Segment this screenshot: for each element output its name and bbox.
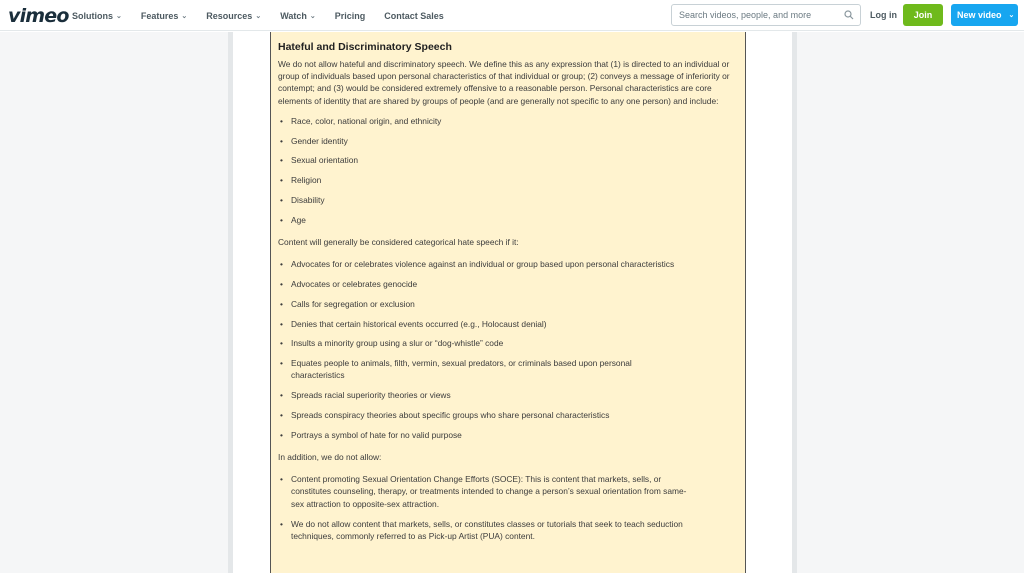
- list-item: • Spreads racial superiority theories or views: [278, 389, 738, 401]
- login-link[interactable]: Log in: [870, 10, 897, 20]
- column-border-right: [792, 32, 797, 573]
- main-nav: [72, 0, 463, 31]
- join-button[interactable]: Join: [903, 4, 943, 26]
- nav-pricing[interactable]: [335, 11, 366, 21]
- chevron-down-icon: ⌄: [1008, 12, 1015, 19]
- nav-solutions[interactable]: [72, 11, 122, 21]
- intro-paragraph: We do not allow hateful and discriminatory speech. We define this as any expression that (1) is directed to an individual or group of individuals based upon personal characteristics of that individual or group; (2) conveys a message of inferiority or contempt; and (3) would be considered extremely offensive to a reasonable person. Personal characteristics are core elements of identity that are shared by groups of people (and are generally not specific to any one person) and include:: [278, 59, 730, 106]
- search-input[interactable]: [672, 10, 837, 20]
- nav-solutions-label: Solutions: [72, 10, 113, 21]
- vimeo-logo[interactable]: vimeo: [8, 5, 69, 27]
- list-item: • Disability: [278, 194, 738, 206]
- column-border-left: [228, 32, 233, 573]
- nav-watch-label: Watch: [280, 10, 307, 21]
- nav-features-label: Features: [140, 10, 179, 21]
- nav-resources[interactable]: [206, 11, 261, 21]
- list-item: • Age: [278, 214, 738, 226]
- section-title: Hateful and Discriminatory Speech: [278, 41, 452, 53]
- additional-prohibited-list: [278, 473, 738, 542]
- nav-contact-sales-label: Contact Sales: [384, 10, 444, 21]
- chevron-down-icon: ⌄: [181, 12, 188, 20]
- hate-intro-paragraph: Content will generally be considered categorical hate speech if it:: [278, 237, 519, 247]
- list-item: • Denies that certain historical events occurred (e.g., Holocaust denial): [278, 318, 738, 330]
- nav-features[interactable]: [141, 11, 187, 21]
- list-item: • Gender identity: [278, 135, 738, 147]
- list-item: • Advocates for or celebrates violence against an individual or group based upon personal characteristics: [278, 258, 738, 270]
- nav-watch[interactable]: [280, 11, 316, 21]
- list-item: • Race, color, national origin, and ethnicity: [278, 115, 738, 127]
- chevron-down-icon: ⌄: [255, 12, 262, 20]
- new-video-label: New video: [957, 10, 1002, 20]
- list-item: • Portrays a symbol of hate for no valid purpose: [278, 429, 738, 441]
- nav-resources-label: Resources: [206, 10, 253, 21]
- hate-speech-list: [278, 258, 738, 441]
- new-video-button[interactable]: [951, 4, 1018, 26]
- list-item: • Calls for segregation or exclusion: [278, 298, 738, 310]
- list-item: • We do not allow content that markets, sells, or constitutes classes or tutorials that seek to teach seduction techniques, commonly referred to as Pick-up Artist (PUA) content.: [278, 518, 738, 542]
- list-item: • Equates people to animals, filth, vermin, sexual predators, or criminals based upon personal characteristics: [278, 357, 738, 381]
- highlighted-policy-section: [270, 32, 746, 573]
- nav-pricing-label: Pricing: [334, 10, 366, 21]
- addition-intro-paragraph: In addition, we do not allow:: [278, 451, 382, 462]
- chevron-down-icon: ⌄: [116, 12, 122, 20]
- search-box: [671, 4, 861, 26]
- chevron-down-icon: ⌄: [309, 12, 316, 20]
- list-item: • Advocates or celebrates genocide: [278, 278, 738, 290]
- list-item: • Insults a minority group using a slur or “dog-whistle” code: [278, 337, 738, 349]
- nav-contact-sales[interactable]: [384, 11, 444, 21]
- list-item: • Sexual orientation: [278, 154, 738, 166]
- search-icon[interactable]: [844, 10, 854, 20]
- list-item: • Content promoting Sexual Orientation Change Efforts (SOCE): This is content that markets, sells, or constitutes counseling, therapy, or treatments intended to change a person’s sexual orientation from same-sex attraction to opposite-sex attraction.: [278, 473, 738, 510]
- list-item: • Religion: [278, 174, 738, 186]
- top-navigation-bar: [0, 0, 1024, 31]
- list-item: • Spreads conspiracy theories about specific groups who share personal characteristics: [278, 409, 738, 421]
- characteristics-list: [278, 115, 738, 226]
